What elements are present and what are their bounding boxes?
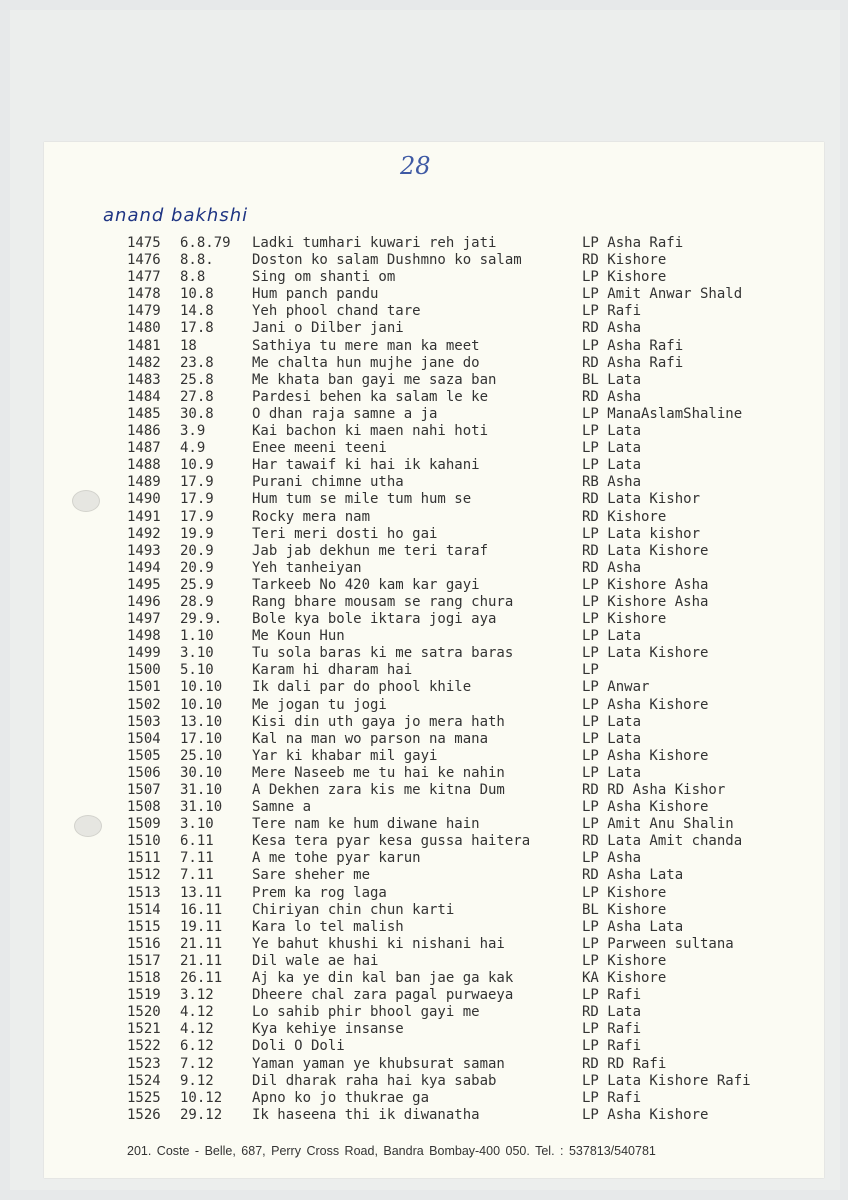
song-date: 3.10 (180, 645, 214, 662)
song-number: 1516 (127, 935, 161, 952)
song-date: 29.9. (180, 611, 223, 628)
song-title: A Dekhen zara kis me kitna Dum (252, 782, 505, 798)
song-title: Ik dali par do phool khile (252, 679, 472, 696)
song-title: Doston ko salam Dushmno ko salam (252, 252, 522, 269)
song-title: Ye bahut khushi ki nishani hai (252, 935, 505, 952)
song-row (0, 662, 848, 679)
author-heading: anand bakhshi (103, 205, 249, 226)
song-number: 1492 (127, 525, 161, 542)
song-credit: RD Lata (582, 1004, 642, 1021)
song-row (0, 628, 848, 645)
song-date: 7.11 (180, 850, 214, 867)
song-title: Dil dharak raha hai kya sabab (252, 1072, 497, 1089)
song-title: Teri meri dosti ho gai (252, 525, 438, 542)
song-credit: LP Asha (582, 850, 642, 867)
song-credit: RD RD Asha Kishor (582, 782, 726, 798)
song-date: 14.8 (180, 303, 214, 320)
song-credit: LP Lata kishor (582, 525, 701, 542)
song-number: 1515 (127, 918, 161, 935)
song-number: 1504 (127, 730, 161, 747)
song-date: 5.10 (180, 662, 214, 679)
song-date: 25.9 (180, 576, 214, 593)
song-date: 3.10 (180, 816, 214, 833)
song-title: Me Koun Hun (252, 628, 345, 645)
song-title: Har tawaif ki hai ik kahani (252, 457, 480, 474)
song-title: Pardesi behen ka salam le ke (252, 388, 489, 405)
song-date: 1.10 (180, 628, 214, 645)
song-date: 21.11 (180, 952, 223, 969)
song-row (0, 286, 848, 303)
song-title: Apno ko jo thukrae ga (252, 1089, 430, 1106)
song-number: 1493 (127, 542, 161, 559)
song-row (0, 679, 848, 696)
song-number: 1518 (127, 970, 161, 987)
song-number: 1482 (127, 354, 161, 371)
song-credit: LP Parween sultana (582, 935, 734, 952)
song-date: 6.11 (180, 833, 214, 850)
song-number: 1503 (127, 713, 161, 730)
song-date: 31.10 (180, 799, 223, 816)
song-credit: RD Asha (582, 559, 642, 576)
song-credit: LP Lata Kishore Rafi (582, 1072, 751, 1089)
song-date: 13.11 (180, 884, 223, 901)
song-title: Samne a (252, 799, 312, 816)
song-row (0, 389, 848, 406)
song-row (0, 423, 848, 440)
song-row (0, 902, 848, 919)
song-row (0, 560, 848, 577)
song-date: 10.10 (180, 679, 223, 696)
song-row (0, 936, 848, 953)
song-date: 17.9 (180, 474, 214, 491)
song-title: Kai bachon ki maen nahi hoti (252, 423, 489, 440)
song-title: Sathiya tu mere man ka meet (252, 337, 480, 354)
song-number: 1512 (127, 867, 161, 884)
song-row (0, 714, 848, 731)
song-credit: LP Lata (582, 764, 642, 781)
song-row (0, 406, 848, 423)
song-number: 1500 (127, 662, 161, 679)
song-number: 1513 (127, 884, 161, 901)
song-row (0, 765, 848, 782)
song-row (0, 1090, 848, 1107)
song-row (0, 491, 848, 508)
song-number: 1497 (127, 611, 161, 628)
song-date: 6.8.79 (180, 235, 231, 251)
song-number: 1517 (127, 952, 161, 969)
song-credit: LP Asha Kishore (582, 799, 709, 816)
song-row (0, 1004, 848, 1021)
song-date: 17.10 (180, 730, 223, 747)
song-number: 1524 (127, 1072, 161, 1089)
song-credit: LP ManaAslamShaline (582, 405, 743, 422)
song-credit: RD Asha Rafi (582, 354, 684, 371)
song-date: 31.10 (180, 782, 223, 798)
song-number: 1498 (127, 628, 161, 645)
song-date: 10.12 (180, 1089, 223, 1106)
song-title: Karam hi dharam hai (252, 662, 413, 679)
song-row (0, 577, 848, 594)
song-number: 1507 (127, 782, 161, 798)
song-date: 30.8 (180, 405, 214, 422)
song-date: 10.8 (180, 286, 214, 303)
song-title: Purani chimne utha (252, 474, 404, 491)
song-credit: RD Lata Kishore (582, 542, 709, 559)
song-credit: LP Rafi (582, 1038, 642, 1055)
song-date: 17.8 (180, 320, 214, 337)
song-date: 8.8. (180, 252, 214, 269)
song-row (0, 799, 848, 816)
song-row (0, 731, 848, 748)
song-row (0, 303, 848, 320)
song-credit: LP Rafi (582, 987, 642, 1004)
song-number: 1494 (127, 559, 161, 576)
song-credit: LP Lata (582, 457, 642, 474)
song-title: Kisi din uth gaya jo mera hath (252, 713, 505, 730)
song-title: Me jogan tu jogi (252, 696, 387, 713)
song-number: 1479 (127, 303, 161, 320)
song-number: 1495 (127, 576, 161, 593)
song-date: 3.9 (180, 423, 206, 440)
song-title: Hum tum se mile tum hum se (252, 491, 472, 508)
song-date: 7.12 (180, 1055, 214, 1072)
song-number: 1520 (127, 1004, 161, 1021)
song-row (0, 987, 848, 1004)
song-title: Chiriyan chin chun karti (252, 901, 455, 918)
song-date: 7.11 (180, 867, 214, 884)
song-credit: LP Lata (582, 713, 642, 730)
song-credit: LP Asha Lata (582, 918, 684, 935)
song-row (0, 953, 848, 970)
song-date: 28.9 (180, 593, 214, 610)
song-row (0, 372, 848, 389)
song-row (0, 474, 848, 491)
song-title: Tu sola baras ki me satra baras (252, 645, 514, 662)
song-row (0, 1056, 848, 1073)
song-number: 1481 (127, 337, 161, 354)
song-number: 1523 (127, 1055, 161, 1072)
song-title: Dheere chal zara pagal purwaeya (252, 987, 514, 1004)
song-credit: LP Anwar (582, 679, 650, 696)
song-row (0, 919, 848, 936)
song-date: 17.9 (180, 508, 214, 525)
song-date: 6.12 (180, 1038, 214, 1055)
song-title: Me chalta hun mujhe jane do (252, 354, 480, 371)
song-number: 1521 (127, 1021, 161, 1038)
song-row (0, 509, 848, 526)
song-title: Bole kya bole iktara jogi aya (252, 611, 497, 628)
song-row (0, 320, 848, 337)
song-title: Yaman yaman ye khubsurat saman (252, 1055, 505, 1072)
song-credit: RD Asha (582, 320, 642, 337)
song-credit: LP Kishore Asha (582, 593, 709, 610)
song-row (0, 269, 848, 286)
song-title: Dil wale ae hai (252, 952, 379, 969)
song-date: 17.9 (180, 491, 214, 508)
song-title: Me khata ban gayi me saza ban (252, 371, 497, 388)
song-title: Ladki tumhari kuwari reh jati (252, 235, 497, 251)
song-number: 1487 (127, 440, 161, 457)
song-row (0, 1107, 848, 1124)
song-date: 25.10 (180, 747, 223, 764)
song-credit: LP Rafi (582, 1089, 642, 1106)
song-title: Kesa tera pyar kesa gussa haitera (252, 833, 531, 850)
song-date: 13.10 (180, 713, 223, 730)
song-credit: LP Asha Kishore (582, 1106, 709, 1123)
song-number: 1499 (127, 645, 161, 662)
song-row (0, 697, 848, 714)
song-title: Sing om shanti om (252, 269, 396, 286)
song-credit: LP Kishore (582, 611, 667, 628)
song-number: 1508 (127, 799, 161, 816)
song-title: Tere nam ke hum diwane hain (252, 816, 480, 833)
song-date: 16.11 (180, 901, 223, 918)
song-date: 4.12 (180, 1021, 214, 1038)
song-date: 29.12 (180, 1106, 223, 1123)
song-number: 1486 (127, 423, 161, 440)
song-number: 1491 (127, 508, 161, 525)
song-title: A me tohe pyar karun (252, 850, 421, 867)
song-credit: LP Rafi (582, 303, 642, 320)
song-credit: LP Asha Rafi (582, 235, 684, 251)
song-date: 20.9 (180, 542, 214, 559)
song-row (0, 816, 848, 833)
song-title: Aj ka ye din kal ban jae ga kak (252, 970, 514, 987)
song-date: 4.12 (180, 1004, 214, 1021)
song-credit: LP Amit Anwar Shald (582, 286, 743, 303)
song-date: 23.8 (180, 354, 214, 371)
song-row (0, 867, 848, 884)
song-title: Rocky mera nam (252, 508, 371, 525)
song-row (0, 338, 848, 355)
song-credit: RD Lata Amit chanda (582, 833, 743, 850)
song-row (0, 457, 848, 474)
song-number: 1490 (127, 491, 161, 508)
song-title: Tarkeeb No 420 kam kar gayi (252, 576, 480, 593)
song-number: 1496 (127, 593, 161, 610)
song-title: Hum panch pandu (252, 286, 379, 303)
song-row (0, 252, 848, 269)
song-credit: LP Lata (582, 628, 642, 645)
song-credit: LP Lata (582, 730, 642, 747)
song-row (0, 1073, 848, 1090)
song-title: Jab jab dekhun me teri taraf (252, 542, 489, 559)
song-row (0, 594, 848, 611)
song-number: 1489 (127, 474, 161, 491)
song-title: Enee meeni teeni (252, 440, 387, 457)
song-number: 1501 (127, 679, 161, 696)
song-credit: LP Rafi (582, 1021, 642, 1038)
song-credit: LP Asha Rafi (582, 337, 684, 354)
song-date: 26.11 (180, 970, 223, 987)
song-row (0, 782, 848, 799)
song-credit: LP Kishore (582, 269, 667, 286)
song-credit: RD Kishore (582, 508, 667, 525)
song-number: 1478 (127, 286, 161, 303)
song-number: 1480 (127, 320, 161, 337)
song-number: 1522 (127, 1038, 161, 1055)
song-number: 1483 (127, 371, 161, 388)
song-row (0, 235, 848, 252)
footer-address: 201. Coste - Belle, 687, Perry Cross Road, Bandra Bombay-400 050. Tel. : 537813/540781 (127, 1144, 656, 1158)
song-row (0, 645, 848, 662)
song-date: 10.10 (180, 696, 223, 713)
song-row (0, 440, 848, 457)
song-date: 27.8 (180, 388, 214, 405)
song-title: Prem ka rog laga (252, 884, 387, 901)
song-number: 1510 (127, 833, 161, 850)
song-credit: LP Lata (582, 440, 642, 457)
song-credit: RD RD Rafi (582, 1055, 667, 1072)
song-date: 19.9 (180, 525, 214, 542)
song-date: 9.12 (180, 1072, 214, 1089)
song-number: 1525 (127, 1089, 161, 1106)
song-credit: RD Lata Kishor (582, 491, 701, 508)
song-title: Kya kehiye insanse (252, 1021, 404, 1038)
song-number: 1477 (127, 269, 161, 286)
song-row (0, 850, 848, 867)
song-number: 1475 (127, 235, 161, 251)
song-title: Ik haseena thi ik diwanatha (252, 1106, 480, 1123)
song-row (0, 885, 848, 902)
song-title: Kal na man wo parson na mana (252, 730, 489, 747)
song-title: Jani o Dilber jani (252, 320, 404, 337)
song-credit: LP Lata (582, 423, 642, 440)
song-credit: RD Asha Lata (582, 867, 684, 884)
song-row (0, 543, 848, 560)
song-credit: RD Asha (582, 388, 642, 405)
song-row (0, 748, 848, 765)
song-number: 1519 (127, 987, 161, 1004)
song-title: Doli O Doli (252, 1038, 345, 1055)
song-date: 21.11 (180, 935, 223, 952)
song-credit: LP Amit Anu Shalin (582, 816, 734, 833)
song-date: 3.12 (180, 987, 214, 1004)
song-credit: RD Kishore (582, 252, 667, 269)
song-credit: LP Asha Kishore (582, 696, 709, 713)
song-date: 20.9 (180, 559, 214, 576)
song-list (0, 235, 848, 1124)
song-date: 19.11 (180, 918, 223, 935)
song-row (0, 611, 848, 628)
page-number: 28 (400, 152, 431, 180)
song-number: 1502 (127, 696, 161, 713)
song-date: 30.10 (180, 764, 223, 781)
song-title: Sare sheher me (252, 867, 371, 884)
song-credit: LP Kishore (582, 952, 667, 969)
song-date: 8.8 (180, 269, 206, 286)
song-credit: KA Kishore (582, 970, 667, 987)
song-number: 1476 (127, 252, 161, 269)
song-credit: LP Lata Kishore (582, 645, 709, 662)
song-number: 1526 (127, 1106, 161, 1123)
song-number: 1514 (127, 901, 161, 918)
song-row (0, 526, 848, 543)
song-date: 10.9 (180, 457, 214, 474)
song-number: 1484 (127, 388, 161, 405)
song-date: 18 (180, 337, 197, 354)
song-row (0, 970, 848, 987)
song-title: O dhan raja samne a ja (252, 405, 438, 422)
song-credit: RB Asha (582, 474, 642, 491)
song-row (0, 355, 848, 372)
song-row (0, 1038, 848, 1055)
song-credit: LP Kishore (582, 884, 667, 901)
song-title: Lo sahib phir bhool gayi me (252, 1004, 480, 1021)
song-number: 1509 (127, 816, 161, 833)
song-credit: BL Kishore (582, 901, 667, 918)
song-credit: LP Kishore Asha (582, 576, 709, 593)
song-title: Mere Naseeb me tu hai ke nahin (252, 764, 505, 781)
song-row (0, 833, 848, 850)
song-title: Yeh phool chand tare (252, 303, 421, 320)
song-credit: LP (582, 662, 599, 679)
song-credit: LP Asha Kishore (582, 747, 709, 764)
song-title: Yeh tanheiyan (252, 559, 362, 576)
song-credit: BL Lata (582, 371, 642, 388)
song-title: Kara lo tel malish (252, 918, 404, 935)
song-number: 1511 (127, 850, 161, 867)
song-date: 25.8 (180, 371, 214, 388)
song-number: 1506 (127, 764, 161, 781)
song-title: Rang bhare mousam se rang chura (252, 593, 514, 610)
song-title: Yar ki khabar mil gayi (252, 747, 438, 764)
song-number: 1488 (127, 457, 161, 474)
song-number: 1505 (127, 747, 161, 764)
song-date: 4.9 (180, 440, 206, 457)
song-row (0, 1021, 848, 1038)
song-number: 1485 (127, 405, 161, 422)
